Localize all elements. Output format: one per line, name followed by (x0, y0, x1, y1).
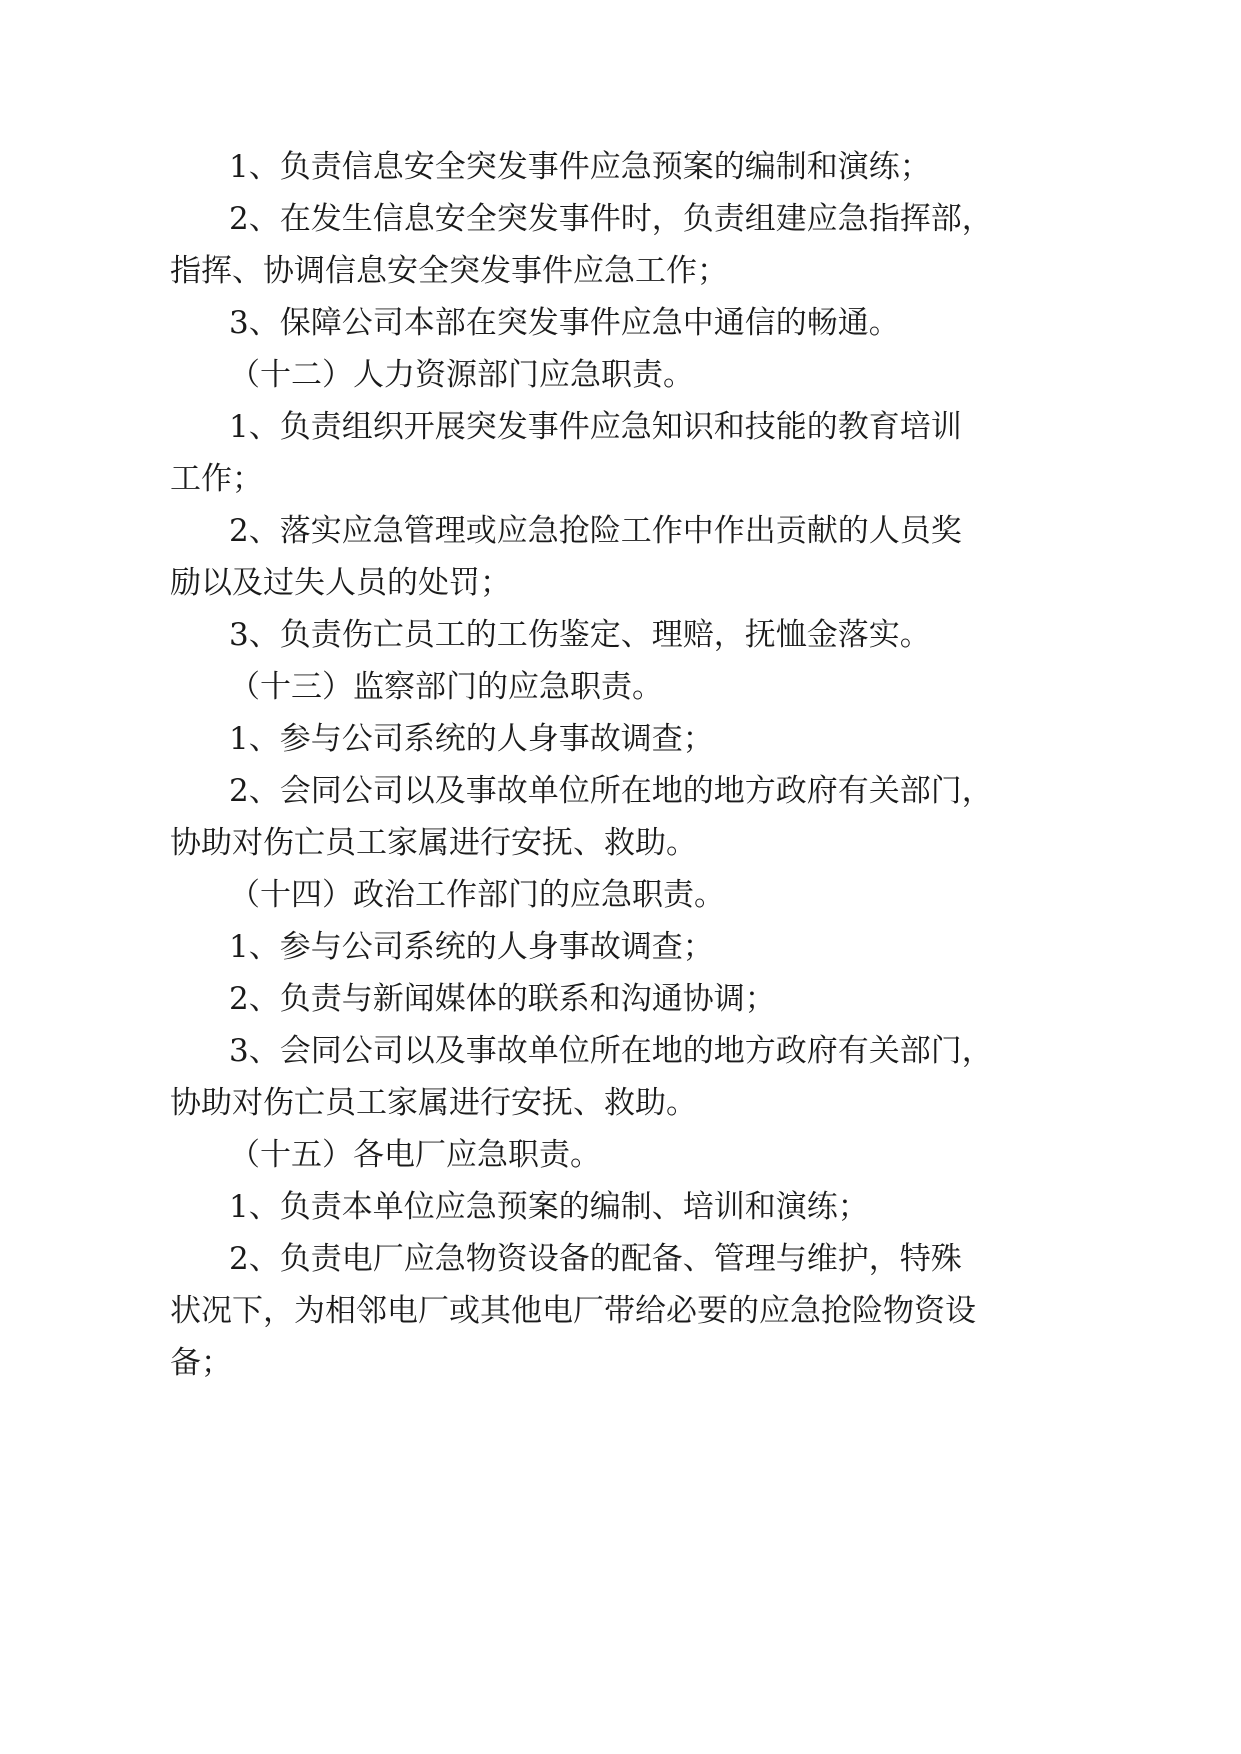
section-heading: （十五）各电厂应急职责。 (229, 1137, 601, 1173)
section-heading: （十三）监察部门的应急职责。 (229, 669, 663, 705)
text-line: 2、负责与新闻媒体的联系和沟通协调； (229, 981, 776, 1017)
text-line: 2、落实应急管理或应急抢险工作中作出贡献的人员奖 (229, 513, 962, 549)
text-line: 1、参与公司系统的人身事故调查； (229, 929, 714, 965)
text-line: 1、参与公司系统的人身事故调查； (229, 721, 714, 757)
text-line: 协助对伤亡员工家属进行安抚、救助。 (170, 1085, 697, 1121)
section-heading: （十二）人力资源部门应急职责。 (229, 357, 694, 393)
text-line: 1、负责信息安全突发事件应急预案的编制和演练； (229, 149, 931, 185)
text-line: 2、在发生信息安全突发事件时，负责组建应急指挥部， (229, 201, 993, 237)
text-line: 3、负责伤亡员工的工伤鉴定、理赔，抚恤金落实。 (229, 617, 931, 653)
text-line: 协助对伤亡员工家属进行安抚、救助。 (170, 825, 697, 861)
text-line: 2、负责电厂应急物资设备的配备、管理与维护，特殊 (229, 1241, 962, 1277)
text-line: 指挥、协调信息安全突发事件应急工作； (170, 253, 728, 289)
section-heading: （十四）政治工作部门的应急职责。 (229, 877, 725, 913)
text-line: 1、负责组织开展突发事件应急知识和技能的教育培训 (229, 409, 962, 445)
text-line: 励以及过失人员的处罚； (170, 565, 511, 601)
text-line: 3、会同公司以及事故单位所在地的地方政府有关部门， (229, 1033, 993, 1069)
text-line: 工作； (170, 461, 263, 497)
text-line: 1、负责本单位应急预案的编制、培训和演练； (229, 1189, 869, 1225)
text-line: 3、保障公司本部在突发事件应急中通信的畅通。 (229, 305, 900, 341)
text-line: 2、会同公司以及事故单位所在地的地方政府有关部门， (229, 773, 993, 809)
text-line: 备； (170, 1345, 232, 1381)
text-line: 状况下，为相邻电厂或其他电厂带给必要的应急抢险物资设 (170, 1293, 976, 1329)
